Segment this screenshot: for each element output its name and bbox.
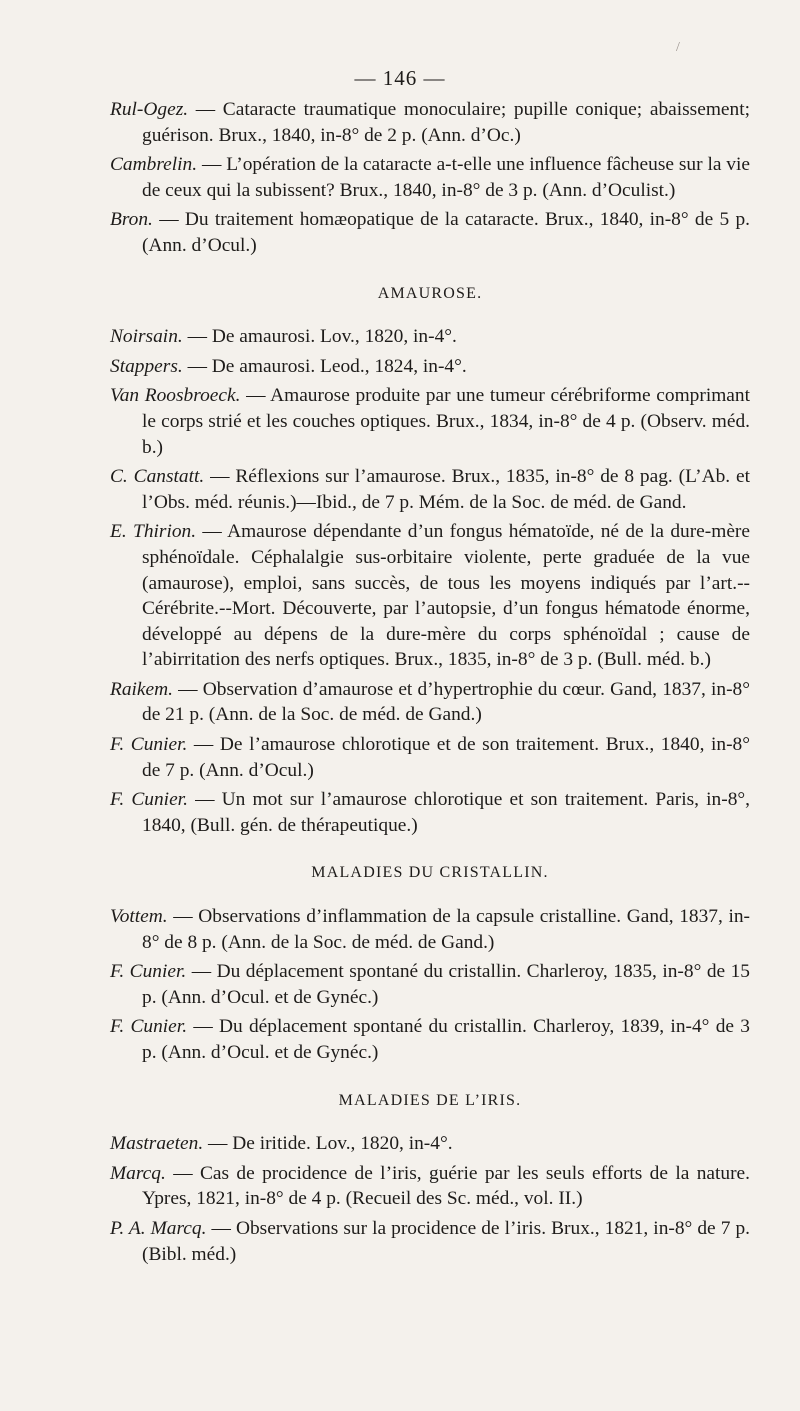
bibliography-entry [110,97,750,148]
entry-author: Bron. [110,209,153,231]
entry-text: — L’opération de la cataracte a-t-elle une influence fâcheuse sur la vie de ceux qui la subissent? Brux., 1840, in-8° de 3 p. (Ann. d’Oculist.) [142,154,750,201]
bibliography-content [110,97,750,1271]
entry-text: — Observations d’inflammation de la capsule cristalline. Gand, 1837, in-8° de 8 p. (Ann. de la Soc. de méd. de Gand.) [142,906,750,953]
bibliography-entry [110,152,750,203]
bibliography-entry [110,324,750,350]
entry-author: Raikem. [110,678,173,700]
entry-author: P. A. Marcq. [110,1217,207,1239]
entry-text: — De amaurosi. Lov., 1820, in-4°. [182,326,457,348]
bibliography-entry [110,383,750,460]
section [110,1088,750,1268]
page-blemish: / [676,40,680,55]
entry-text: — Du traitement homæopatique de la cataracte. Brux., 1840, in-8° de 5 p. (Ann. d’Ocul.) [142,209,750,256]
entry-text: — Amaurose dépendante d’un fongus hématoïde, né de la dure-mère sphénoïdale. Céphalalgie sus-orbitaire violente, perte graduée de la vue (amaurose), emploi, sans succès, de tous les moyens indiqués par l’art.--Cérébrite.--Mort. Découverte, par l’autopsie, d’un fongus hématode énorme, développé au dépens de la dure-mère du corps sphénoïdal ; cause de l’abirritation des nerfs optiques. Brux., 1835, in-8° de 3 p. (Bull. méd. b.) [142,521,750,671]
bibliography-entry [110,1131,750,1157]
entry-text: — Observation d’amaurose et d’hypertrophie du cœur. Gand, 1837, in-8° de 21 p. (Ann. de la Soc. de méd. de Gand.) [142,678,750,726]
section-heading: MALADIES DE L’IRIS. [338,1091,522,1109]
bibliography-entry [110,354,750,380]
section [110,860,750,1065]
bibliography-entry [110,787,750,838]
entry-text: — De amaurosi. Leod., 1824, in-4°. [182,355,467,377]
entry-author: C. Canstatt. [110,466,205,488]
entry-author: E. Thirion. [110,521,197,543]
entry-author: F. Cunier. [110,789,188,811]
bibliography-entry [110,959,750,1010]
entry-author: F. Cunier. [110,1016,188,1038]
entry-text: — Amaurose produite par une tumeur cérébriforme comprimant le corps strié et les couches optiques. Brux., 1834, in-8° de 4 p. (Observ. méd. b.) [142,385,750,458]
entry-text: — Observations sur la procidence de l’iris. Brux., 1821, in-8° de 7 p. (Bibl. méd.) [142,1217,750,1265]
entry-text: — Du déplacement spontané du cristallin. Charleroy, 1835, in-8° de 15 p. (Ann. d’Ocul. et de Gynéc.) [142,961,750,1008]
bibliography-entry [110,732,750,783]
bibliography-entry [110,1216,750,1267]
entry-author: Cambrelin. [110,154,198,176]
bibliography-entry [110,1161,750,1212]
page-number: — 146 — [354,66,446,90]
entry-author: Vottem. [110,906,168,928]
entry-author: Mastraeten. [110,1133,204,1155]
entry-text: — Cataracte traumatique monoculaire; pupille conique; abaissement; guérison. Brux., 1840, in-8° de 2 p. (Ann. d’Oc.) [142,99,750,146]
entry-author: Rul-Ogez. [110,99,189,120]
entry-text: — De l’amaurose chlorotique et de son traitement. Brux., 1840, in-8° de 7 p. (Ann. d’Ocul.) [142,734,750,781]
entry-author: Stappers. [110,355,183,377]
section [110,97,750,259]
section [110,281,750,839]
entry-text: — De iritide. Lov., 1820, in-4°. [203,1133,453,1155]
bibliography-entry [110,904,750,955]
entry-author: Noirsain. [110,326,183,348]
entry-text: — Un mot sur l’amaurose chlorotique et son traitement. Paris, in-8°, 1840, (Bull. gén. de thérapeutique.) [142,789,750,836]
entry-text: — Du déplacement spontané du cristallin. Charleroy, 1839, in-4° de 3 p. (Ann. d’Ocul. et de Gynéc.) [142,1016,750,1063]
entry-text: — Réflexions sur l’amaurose. Brux., 1835, in-8° de 8 pag. (L’Ab. et l’Obs. méd. réunis.)—Ibid., de 7 p. Mém. de la Soc. de méd. de Gand. [142,466,750,513]
entry-author: Van Roosbroeck. [110,385,241,407]
entry-author: F. Cunier. [110,961,187,983]
section-heading: AMAUROSE. [377,284,483,302]
bibliography-entry [110,464,750,515]
bibliography-entry [110,1014,750,1065]
bibliography-entry [110,677,750,728]
entry-author: Marcq. [110,1162,166,1184]
entry-text: — Cas de procidence de l’iris, guérie par les seuls efforts de la nature. Ypres, 1821, in-8° de 4 p. (Recueil des Sc. méd., vol. II.) [142,1162,750,1210]
entry-author: F. Cunier. [110,734,188,756]
section-heading: MALADIES DU CRISTALLIN. [311,864,549,882]
bibliography-entry [110,207,750,258]
bibliography-entry [110,519,750,673]
